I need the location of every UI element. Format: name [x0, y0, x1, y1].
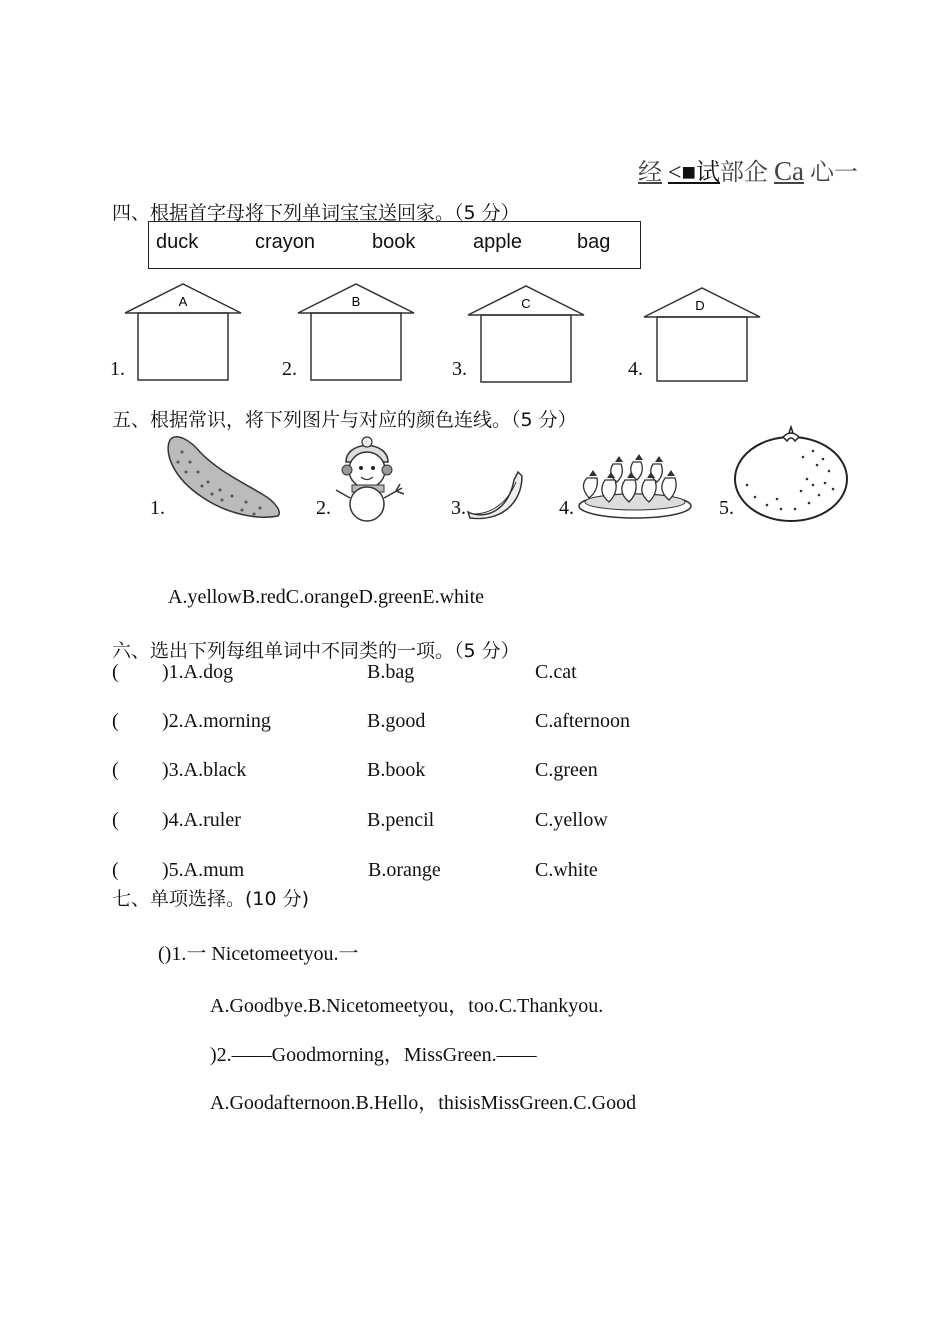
question-a: )4.A.ruler [162, 809, 241, 831]
question-a: )3.A.black [162, 759, 247, 781]
answer-paren: ( [112, 859, 119, 881]
house-b [296, 282, 416, 384]
answer-paren: ( [112, 661, 119, 683]
choice-question-2: )2.——Goodmorning，MissGreen.—— [210, 1044, 537, 1066]
picture-number: 5. [719, 497, 734, 519]
house-a [123, 282, 243, 384]
word-item: crayon [255, 231, 316, 253]
word-item: bag [577, 231, 611, 253]
header-part1: 经 [638, 160, 662, 186]
question-a: )1.A.dog [162, 661, 234, 683]
option-b: B.bag [367, 661, 415, 683]
answer-paren: ( [112, 809, 119, 831]
choice-question-1: ()1.一 Nicetomeetyou.一 [158, 943, 359, 965]
house-c [466, 284, 586, 386]
option-b: B.pencil [367, 809, 435, 831]
question-a: )5.A.mum [162, 859, 245, 881]
choice-options-2: A.Goodafternoon.B.Hello，thisisMissGreen.C.Good [210, 1092, 637, 1114]
option-b: B.good [367, 710, 426, 732]
option-c: C.cat [535, 661, 577, 683]
house-number: 4. [628, 358, 643, 380]
option-c: C.afternoon [535, 710, 630, 732]
header-part5: 心一 [810, 160, 859, 186]
section6-title: 六、选出下列每组单词中不同类的一项。（5 分） [112, 640, 520, 662]
section5-title: 五、根据常识，将下列图片与对应的颜色连线。（5 分） [112, 409, 577, 431]
house-letter: B [351, 294, 361, 309]
word-box [148, 221, 641, 269]
choice-options-1: A.Goodbye.B.Nicetomeetyou，too.C.Thankyou. [210, 995, 604, 1017]
header-part4: Ca [774, 156, 805, 186]
section4-title: 四、根据首字母将下列单词宝宝送回家。（5 分） [112, 202, 520, 224]
header-part2: <■试 [668, 160, 721, 186]
answer-paren: ( [112, 710, 119, 732]
option-c: C.yellow [535, 809, 608, 831]
banana-icon [464, 468, 524, 522]
answer-paren: ( [112, 759, 119, 781]
page-header [638, 152, 858, 187]
header-part3: 部企 [720, 160, 769, 186]
color-options: A.yellowB.redC.orangeD.greenE.white [168, 586, 485, 608]
house-d [642, 286, 762, 388]
picture-number: 4. [559, 497, 574, 519]
option-c: C.white [535, 859, 598, 881]
house-number: 3. [452, 358, 467, 380]
strawberries-icon [575, 450, 695, 522]
option-b: B.orange [368, 859, 441, 881]
picture-number: 1. [150, 497, 165, 519]
word-item: book [372, 231, 416, 253]
picture-number: 2. [316, 497, 331, 519]
house-letter: A [178, 294, 188, 309]
house-letter: D [695, 298, 705, 313]
word-item: duck [156, 231, 199, 253]
option-c: C.green [535, 759, 598, 781]
question-a: )2.A.morning [162, 710, 271, 732]
house-number: 2. [282, 358, 297, 380]
house-number: 1. [110, 358, 125, 380]
option-b: B.book [367, 759, 426, 781]
section7-title: 七、单项选择。(10 分) [112, 888, 310, 910]
house-letter: C [521, 296, 531, 311]
orange-icon [733, 425, 851, 523]
snowman-icon [330, 432, 410, 522]
word-item: apple [473, 231, 522, 253]
cucumber-icon [162, 432, 284, 522]
picture-number: 3. [451, 497, 466, 519]
